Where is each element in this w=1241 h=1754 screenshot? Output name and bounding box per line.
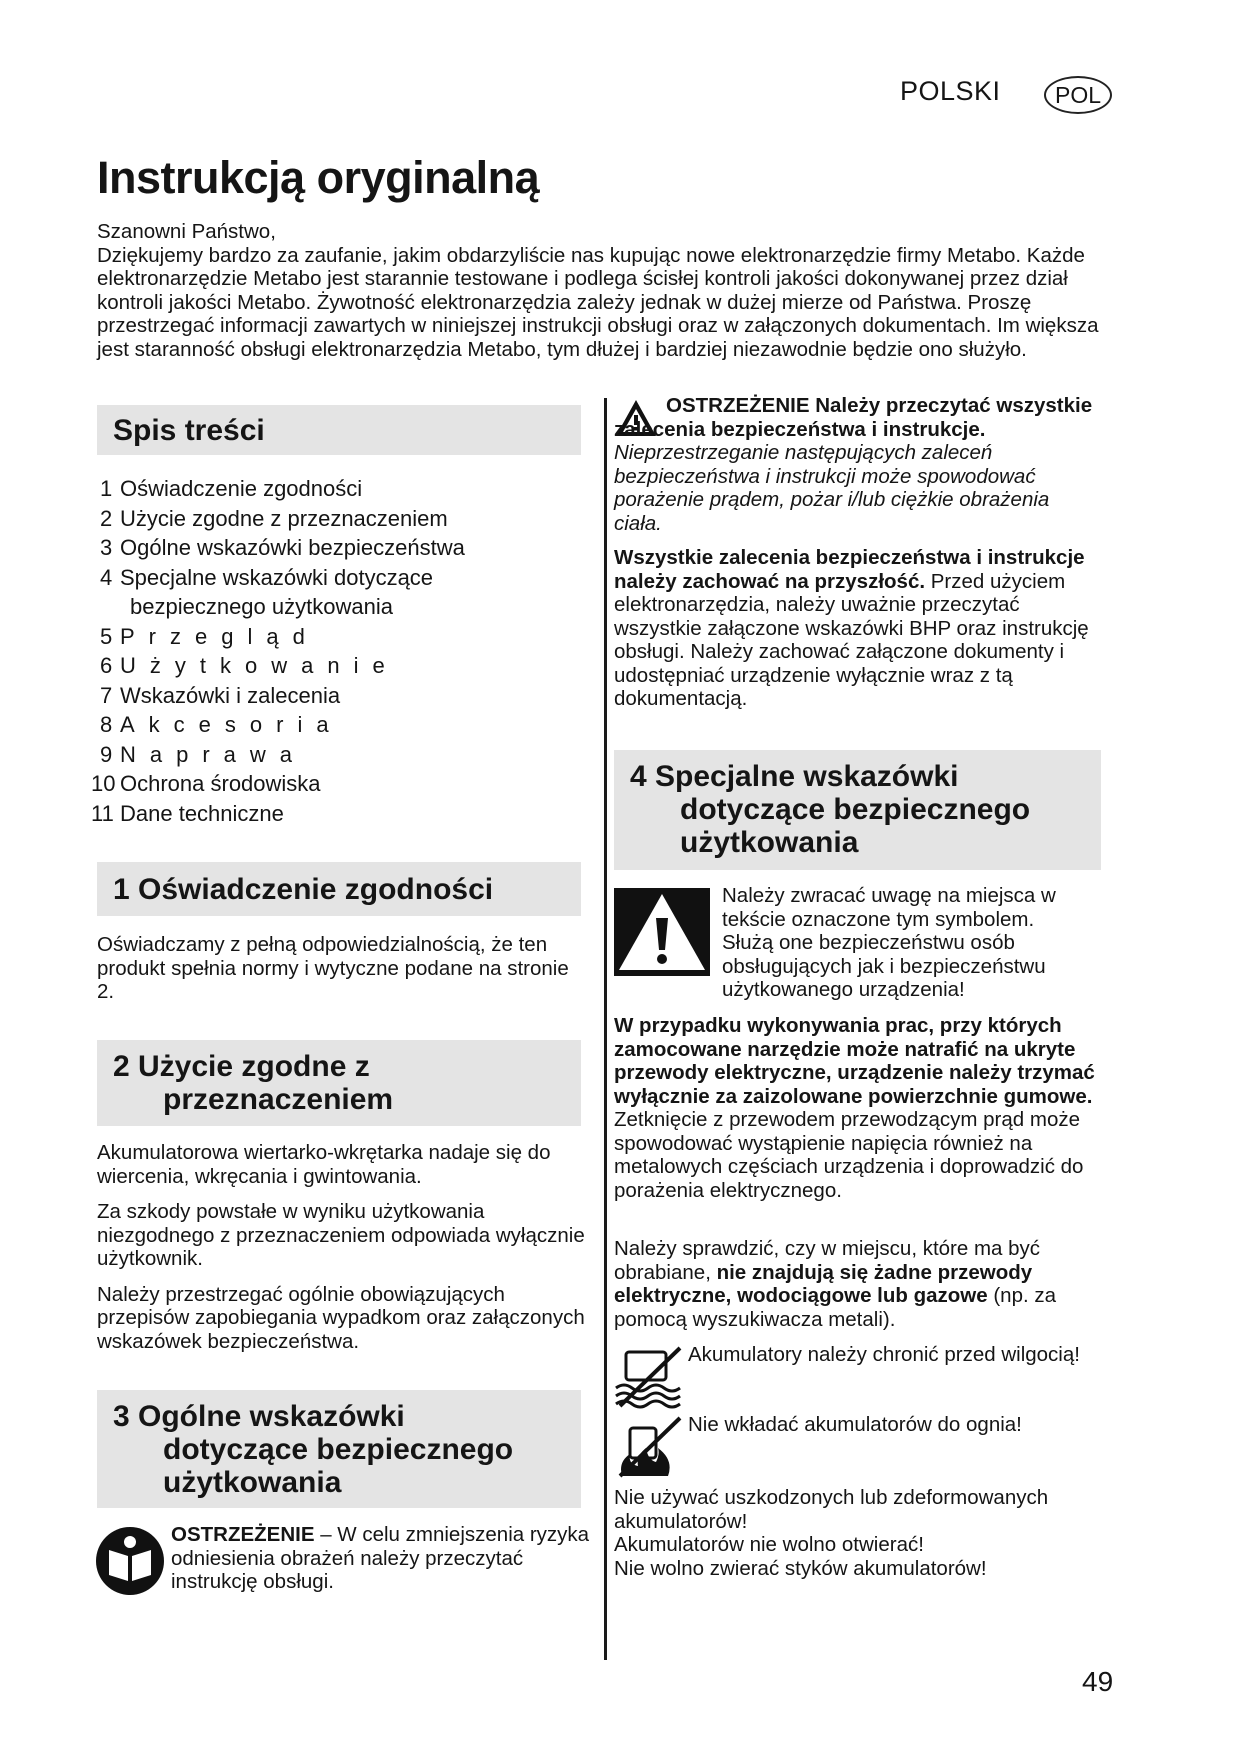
- toc-item-number: 11: [91, 800, 114, 826]
- section-3-heading-line3: użytkowania: [163, 1466, 342, 1499]
- no-open-warning: Akumulatorów nie wolno otwierać!: [614, 1533, 924, 1556]
- toc-item: [100, 592, 465, 622]
- toc-item-label: Wskazówki i zalecenia: [120, 682, 341, 708]
- section-4-symbol-text: Należy zwracać uwagę na miejsca w tekście oznaczone tym symbolem. Służą one bezpieczeństwu osób obsługujących jak i bezpieczeństwu użytkowanego urządzenia!: [722, 884, 1056, 1001]
- page-number: 49: [1082, 1666, 1114, 1697]
- section-3-heading-line1: 3 Ogólne wskazówki: [113, 1400, 405, 1433]
- toc-item: [100, 474, 465, 504]
- toc-item: [100, 681, 465, 711]
- toc-item: [100, 533, 465, 563]
- section-4-cable-bold: W przypadku wykonywania prac, przy których zamocowane narzędzie może natrafić na ukryte przewody elektryczne, urządzenie należy trzymać wyłącznie za zaizolowane powierzchnie gumowe.: [614, 1014, 1095, 1108]
- toc-heading-box: [97, 405, 581, 455]
- toc-item-number: 8: [100, 712, 113, 737]
- toc-item: [100, 563, 465, 593]
- toc-item-label: Użytkowanie: [120, 653, 399, 678]
- toc-item-number: 3: [100, 535, 113, 560]
- right-warning-paragraph: [614, 394, 1094, 535]
- right-warning-bold: OSTRZEŻENIE Należy przeczytać wszystkie zalecenia bezpieczeństwa i instrukcje.: [614, 394, 1093, 441]
- section-4-check-text2: (np. za pomocą wyszukiwacza metali).: [614, 1284, 1057, 1331]
- toc-heading: Spis treści: [113, 414, 265, 447]
- section-4-symbol-paragraph: [614, 884, 1090, 1002]
- toc-item-number: 4: [100, 564, 113, 590]
- right-keep-bold: Wszystkie zalecenia bezpieczeństwa i instrukcje należy zachować na przyszłość.: [614, 546, 1085, 593]
- intro-text: [97, 220, 1127, 361]
- intro-body: Dziękujemy bardzo za zaufanie, jakim obdarzyliście nas kupując nowe elektronarzędzie firmy Metabo. Każde elektronarzędzie Metabo jest starannie testowane i podlega ścisłej kontroli jakości dokonywanej przez dział kontroli jakości Metabo. Żywotność elektronarzędzia zależy jednak w dużej mierze od Państwa. Proszę przestrzegać informacji zawartych w niniejszej instrukcji obsługi oraz w załączonych dokumentach. Im większa jest staranność obsługi elektronarzędzia Metabo, tym dłużej i bardziej niezawodnie będzie ono służyło.: [97, 243, 1099, 361]
- toc-item: [100, 651, 465, 681]
- section-2-p1: Akumulatorowa wiertarko-wkrętarka nadaje się do wiercenia, wkręcania i gwintowania.: [97, 1141, 551, 1188]
- toc-item-number: 2: [100, 505, 113, 531]
- section-2-heading-line2: przeznaczeniem: [163, 1083, 394, 1116]
- toc-item-label: Specjalne wskazówki dotyczące: [120, 564, 434, 590]
- moisture-warning: Akumulatory należy chronić przed wilgocią!: [688, 1343, 1080, 1366]
- section-2-p2: Za szkody powstałe w wyniku użytkowania niezgodnego z przeznaczeniem odpowiada wyłącznie użytkownik.: [97, 1200, 585, 1270]
- section-2-heading-box: [97, 1040, 581, 1126]
- toc-item-number: 10: [91, 771, 116, 796]
- right-keep-paragraph: [614, 546, 1092, 711]
- toc-item: [91, 799, 465, 829]
- toc-item-label: Ogólne wskazówki bezpieczeństwa: [120, 535, 465, 560]
- toc-item-number: 6: [100, 653, 113, 678]
- section-4-heading-box: [614, 750, 1101, 870]
- section-4-cable-text: Zetknięcie z przewodem przewodzącym prąd może spowodować wystąpienie napięcia również na metalowych częściach urządzenia i doprowadzić do porażenia elektrycznego.: [614, 1108, 1084, 1202]
- right-warning-italic: Nieprzestrzeganie następujących zaleceń bezpieczeństwa i instrukcji może spowodować porażenie prądem, pożar i/lub ciężkie obrażenia ciała.: [614, 441, 1050, 535]
- toc-item-label: Akcesoria: [120, 712, 343, 737]
- section-4-cable-paragraph: [614, 1014, 1098, 1202]
- section-3-warning: [171, 1523, 591, 1594]
- language-code-badge: POL: [1044, 76, 1112, 114]
- section-1-text: Oświadczamy z pełną odpowiedzialnością, że ten produkt spełnia normy i wytyczne podane na stronie 2.: [97, 933, 569, 1003]
- toc-item: [91, 769, 465, 799]
- language-label: POLSKI: [900, 76, 1001, 106]
- toc-item-number: 7: [100, 682, 113, 708]
- column-divider: [604, 398, 607, 1660]
- section-4-check-paragraph: [614, 1237, 1094, 1331]
- damaged-battery-warning: Nie używać uszkodzonych lub zdeformowanych akumulatorów!: [614, 1486, 1049, 1533]
- section-2-heading: [97, 1040, 581, 1116]
- toc-item: [100, 504, 465, 534]
- section-3-warning-text: – W celu zmniejszenia ryzyka odniesienia obrażeń należy przeczytać instrukcję obsługi.: [171, 1523, 590, 1593]
- section-4-heading-line3: użytkowania: [680, 826, 859, 859]
- read-manual-icon: [95, 1526, 165, 1596]
- toc-item-label: Naprawa: [120, 741, 307, 767]
- toc-item-number: 5: [100, 623, 113, 649]
- section-4-check-text1: Należy sprawdzić, czy w miejscu, które ma być obrabiane,: [614, 1237, 1041, 1284]
- battery-warnings: [614, 1486, 1094, 1580]
- table-of-contents: [91, 474, 465, 828]
- section-4-heading: [614, 750, 1101, 859]
- section-4-check-bold: nie znajdują się żadne przewody elektryczne, wodociągowe lub gazowe: [614, 1260, 1033, 1307]
- section-4-heading-line2: dotyczące bezpiecznego: [680, 793, 1031, 826]
- section-3-heading-box: [97, 1390, 581, 1508]
- toc-item: [100, 740, 465, 770]
- section-3-heading-line2: dotyczące bezpiecznego: [163, 1433, 514, 1466]
- toc-item-label: Dane techniczne: [120, 800, 284, 826]
- page-title: Instrukcją oryginalną: [97, 152, 540, 203]
- section-2-body: [97, 1141, 587, 1365]
- toc-item-number: 1: [100, 476, 113, 501]
- toc-item-label: Ochrona środowiska: [120, 771, 321, 796]
- section-3-heading: [97, 1390, 581, 1499]
- toc-item-label: Oświadczenie zgodności: [120, 476, 363, 501]
- intro-salutation: Szanowni Państwo,: [97, 220, 276, 243]
- section-2-heading-line1: 2 Użycie zgodne z: [113, 1050, 370, 1083]
- section-1-heading-box: [97, 862, 581, 916]
- section-4-heading-line1: 4 Specjalne wskazówki: [630, 760, 959, 793]
- fire-warning: Nie wkładać akumulatorów do ognia!: [688, 1413, 1022, 1436]
- toc-item-label: bezpiecznego użytkowania: [130, 594, 393, 619]
- toc-item: [100, 622, 465, 652]
- toc-item-label: Użycie zgodne z przeznaczeniem: [120, 505, 448, 531]
- no-moisture-icon: [614, 1344, 684, 1410]
- toc-item-label: Przegląd: [120, 623, 319, 649]
- right-keep-text: Przed użyciem elektronarzędzia, należy uważnie przeczytać wszystkie załączone wskazówki BHP oraz instrukcję obsługi. Należy zachować załączone dokumenty i udostępniać urządzenie wyłącznie wraz z tą dokumentacją.: [614, 569, 1089, 710]
- toc-item: [100, 710, 465, 740]
- section-2-p3: Należy przestrzegać ogólnie obowiązujących przepisów zapobiegania wypadkom oraz załączonych wskazówek bezpieczeństwa.: [97, 1282, 585, 1353]
- toc-item-number: 9: [100, 741, 113, 767]
- no-short-warning: Nie wolno zwierać styków akumulatorów!: [614, 1556, 987, 1580]
- section-3-warning-label: OSTRZEŻENIE: [171, 1523, 315, 1546]
- section-1-heading: 1 Oświadczenie zgodności: [113, 873, 494, 906]
- no-fire-icon: [614, 1414, 684, 1480]
